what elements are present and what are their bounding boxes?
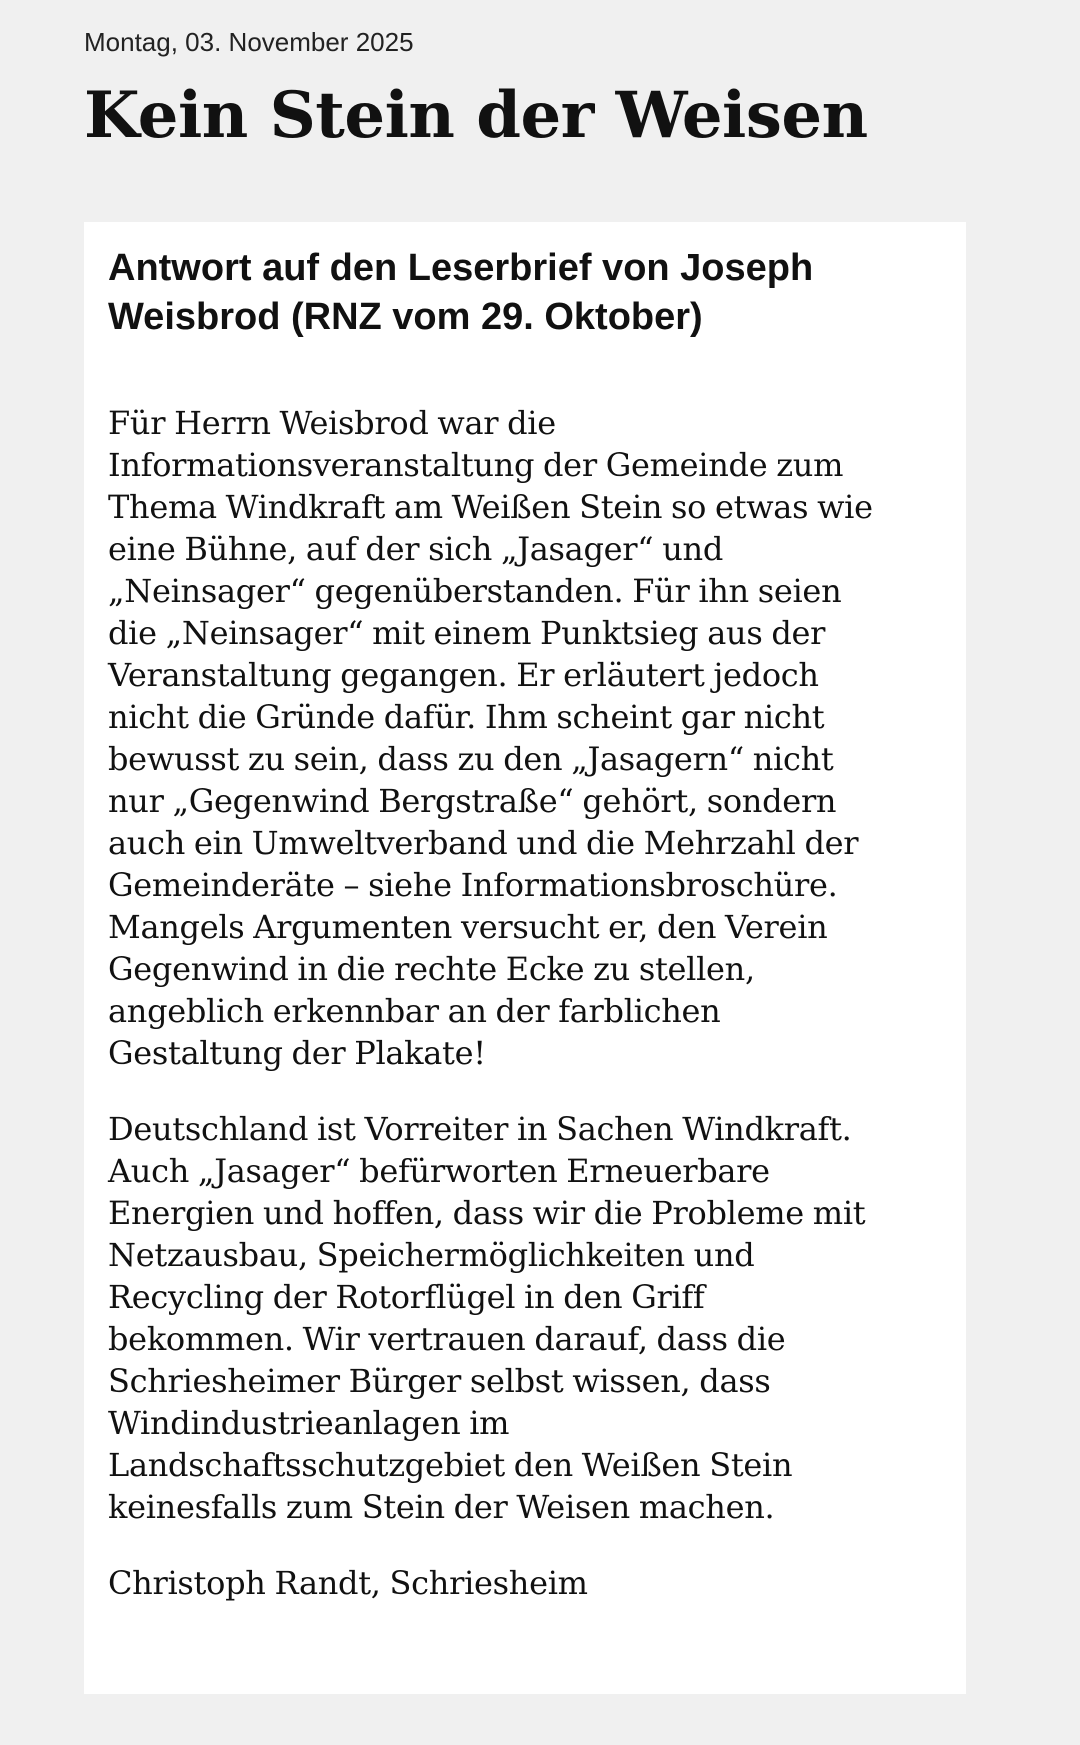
paragraph-line: die „Neinsager“ mit einem Punktsieg aus der [108,614,826,652]
letter-subheadline: Antwort auf den Leserbrief von Joseph Weisbrod (RNZ vom 29. Oktober) [108,247,814,338]
letter-paragraph-1 [108,402,928,1074]
letter-signature: Christoph Randt, Schriesheim [108,1564,588,1602]
letter-card [84,222,966,1694]
paragraph-line: „Neinsager“ gegenüberstanden. Für ihn seien [108,572,842,610]
paragraph-line: Schriesheimer Bürger selbst wissen, dass [108,1362,771,1400]
paragraph-line: Veranstaltung gegangen. Er erläutert jedoch [108,656,819,694]
paragraph-line: keinesfalls zum Stein der Weisen machen. [108,1488,775,1526]
paragraph-line: Gemeinderäte – siehe Informationsbroschüre. [108,866,838,904]
paragraph-line: Recycling der Rotorflügel in den Griff [108,1278,705,1316]
paragraph-line: auch ein Umweltverband und die Mehrzahl der [108,824,859,862]
paragraph-line: Thema Windkraft am Weißen Stein so etwas wie [108,488,873,526]
paragraph-line: Mangels Argumenten versucht er, den Verein [108,908,828,946]
paragraph-line: bewusst zu sein, dass zu den „Jasagern“ nicht [108,740,834,778]
paragraph-line: Für Herrn Weisbrod war die [108,404,556,442]
paragraph-line: Deutschland ist Vorreiter in Sachen Windkraft. [108,1110,852,1148]
paragraph-line: angeblich erkennbar an der farblichen [108,992,721,1030]
article-date: Montag, 03. November 2025 [84,27,414,57]
paragraph-line: nur „Gegenwind Bergstraße“ gehört, sondern [108,782,837,820]
paragraph-line: Windindustrieanlagen im [108,1404,510,1442]
article-headline: Kein Stein der Weisen [84,78,868,153]
paragraph-line: Auch „Jasager“ befürworten Erneuerbare [108,1152,770,1190]
paragraph-line: eine Bühne, auf der sich „Jasager“ und [108,530,724,568]
paragraph-line: Energien und hoffen, dass wir die Probleme mit [108,1194,866,1232]
paragraph-line: Informationsveranstaltung der Gemeinde zum [108,446,844,484]
paragraph-line: Netzausbau, Speichermöglichkeiten und [108,1236,755,1274]
paragraph-line: nicht die Gründe dafür. Ihm scheint gar nicht [108,698,825,736]
paragraph-line: bekommen. Wir vertrauen darauf, dass die [108,1320,786,1358]
paragraph-line: Gegenwind in die rechte Ecke zu stellen, [108,950,755,988]
letter-paragraph-2 [108,1108,928,1528]
paragraph-line: Landschaftsschutzgebiet den Weißen Stein [108,1446,793,1484]
paragraph-line: Gestaltung der Plakate! [108,1034,486,1072]
